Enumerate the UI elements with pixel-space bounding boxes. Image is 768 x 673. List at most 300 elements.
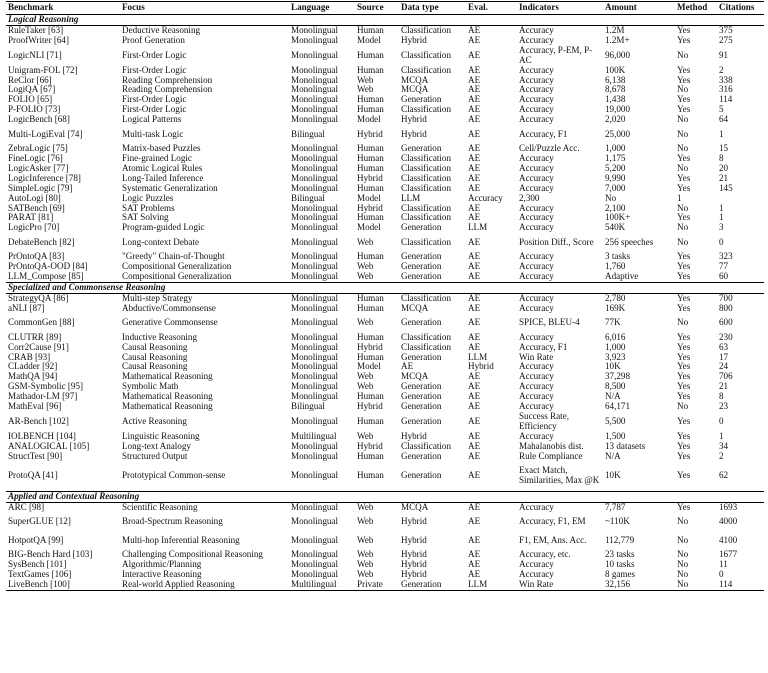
cell-focus: Multi-step Strategy [122,293,193,303]
column-header-indicators: Indicators [517,2,603,15]
cell-benchmark: IOLBENCH [104] [8,431,76,441]
cell-indicators: Accuracy [519,85,554,95]
cell-language: Bilingual [291,193,325,203]
table-row [6,304,764,314]
cell-focus: Long-Tailed Inference [122,173,204,183]
cell-indicators: Success Rate, Efficiency [519,412,570,431]
cell-eval: AE [468,372,481,382]
cell-indicators: Accuracy, etc. [519,550,571,560]
cell-benchmark: StrategyQA [86] [8,293,69,303]
cell-indicators: Accuracy [519,95,554,105]
cell-method: No [677,515,689,526]
cell-data-type: LLM [401,193,421,203]
cell-language: Monolingual [291,163,338,173]
cell-amount: 10K [605,470,621,481]
cell-citations: 1 [719,128,724,139]
cell-eval: AE [468,153,481,163]
cell-focus: Systematic Generalization [122,183,218,193]
cell-data-type: Classification [401,332,452,342]
cell-method: Yes [677,65,691,75]
cell-source: Human [357,144,384,154]
cell-source: Web [357,570,374,580]
cell-amount: 9,990 [605,173,626,183]
cell-indicators: Accuracy [519,372,554,382]
cell-citations: 4100 [719,534,738,545]
cell-indicators: Accuracy, F1 [519,342,568,352]
cell-source: Human [357,470,384,481]
cell-source: Human [357,332,384,342]
section-header-row [6,15,764,26]
cell-eval: AE [468,441,481,451]
cell-benchmark: LogicBench [68] [8,115,70,125]
cell-citations [717,194,764,204]
column-header-amount: Amount [603,2,675,15]
cell-amount: 2,100 [605,203,626,213]
cell-focus: Long-text Analogy [122,441,191,451]
cell-benchmark: LogicInference [78] [8,173,81,183]
cell-indicators: Accuracy, F1 [519,128,568,139]
cell-source: Web [357,317,374,328]
section-header-row [6,491,764,502]
cell-source: Human [357,252,384,262]
cell-focus: Logic Puzzles [122,193,174,203]
table-row [6,560,764,570]
cell-benchmark: FineLogic [76] [8,153,63,163]
column-header-method: Method [675,2,717,15]
cell-eval: AE [468,303,481,313]
cell-language: Monolingual [291,65,338,75]
cell-focus: Fine-grained Logic [122,153,192,163]
cell-data-type: Classification [401,342,452,352]
table-row [6,353,764,363]
cell-benchmark: Unigram-FOL [72] [8,65,78,75]
cell-benchmark: PrOntoQA [83] [8,252,65,262]
cell-amount: 1,500 [605,431,626,441]
header-row [6,2,764,15]
cell-indicators: Accuracy, F1, EM [519,515,586,526]
cell-indicators: Rule Compliance [519,451,583,461]
cell-indicators: Accuracy [519,362,554,372]
cell-method: Yes [677,183,691,193]
cell-source: Web [357,502,374,512]
cell-amount: 5,200 [605,163,626,173]
cell-source: Web [357,372,374,382]
cell-indicators: Accuracy [519,173,554,183]
cell-source: Web [357,75,374,85]
cell-indicators: Accuracy [519,560,554,570]
cell-focus: Reading Comprehension [122,85,213,95]
cell-amount: 2,020 [605,115,626,125]
cell-citations: 21 [719,173,729,183]
cell-source: Model [357,115,381,125]
cell-citations: 275 [719,35,733,45]
cell-focus: Causal Reasoning [122,362,188,372]
cell-language: Monolingual [291,95,338,105]
cell-eval: AE [468,431,481,441]
cell-amount: 1,760 [605,262,626,272]
cell-citations: 338 [719,75,733,85]
cell-source: Hybrid [357,402,383,412]
cell-method: Yes [677,272,691,282]
cell-focus: Reading Comprehension [122,75,213,85]
cell-source: Human [357,153,384,163]
cell-citations: 8 [719,392,724,402]
cell-source: Human [357,163,384,173]
cell-benchmark: Corr2Cause [91] [8,342,69,352]
cell-eval: AE [468,451,481,461]
cell-indicators: Accuracy [519,570,554,580]
table-row [6,432,764,442]
cell-method: Yes [677,173,691,183]
cell-method: No [677,223,689,233]
table-row [6,333,764,343]
cell-amount: 32,156 [603,580,675,590]
cell-citations: 1 [719,213,724,223]
cell-citations: 700 [719,293,733,303]
cell-benchmark: ProtoQA [41] [8,470,58,481]
cell-method: Yes [677,441,691,451]
cell-focus: Real-world Applied Reasoning [120,580,289,590]
cell-citations: 323 [719,252,733,262]
cell-language: Monolingual [291,49,338,60]
cell-data-type: Hybrid [401,128,427,139]
cell-benchmark: MathQA [94] [8,372,58,382]
cell-source: Human [357,65,384,75]
section-title: Logical Reasoning [6,15,764,26]
cell-amount: 10K [605,362,621,372]
cell-benchmark: Mathador-LM [97] [8,392,78,402]
cell-eval: LLM [468,223,488,233]
column-header-benchmark: Benchmark [6,2,120,15]
cell-method: No [677,560,689,570]
cell-method: Yes [677,213,691,223]
cell-method: Yes [677,95,691,105]
cell-language: Monolingual [291,332,338,342]
cell-indicators: Accuracy [519,65,554,75]
cell-citations: 62 [719,470,729,481]
cell-eval: AE [468,25,481,35]
cell-eval: AE [468,183,481,193]
cell-method: No [677,49,689,60]
cell-eval: AE [468,402,481,412]
cell-source: Model [357,223,381,233]
cell-method: Yes [677,352,691,362]
table-row [6,412,764,432]
cell-citations: 0 [719,415,724,426]
cell-amount: 8,500 [605,382,626,392]
cell-language: Monolingual [291,144,338,154]
cell-benchmark: ZebraLogic [75] [8,144,68,154]
cell-amount: N/A [605,392,621,402]
cell-benchmark: BIG-Bench Hard [103] [8,550,93,560]
cell-source: Hybrid [357,441,383,451]
cell-focus: Multi-hop Inferential Reasoning [122,534,240,545]
table-row [6,105,764,115]
cell-language: Monolingual [291,25,338,35]
cell-data-type: Hybrid [401,515,427,526]
table-row [6,76,764,86]
cell-data-type: Generation [401,402,442,412]
cell-amount: 112,779 [605,534,635,545]
cell-amount: 7,000 [605,183,626,193]
cell-amount: 1,438 [605,95,626,105]
cell-benchmark: PrOntoQA-OOD [84] [8,262,88,272]
cell-benchmark: SATBench [69] [8,203,65,213]
cell-eval: AE [468,332,481,342]
cell-language: Monolingual [291,153,338,163]
cell-amount: 3 tasks [605,252,631,262]
cell-eval: AE [468,65,481,75]
cell-indicators: Accuracy [519,332,554,342]
cell-citations: 375 [719,25,733,35]
cell-method: No [677,236,689,247]
cell-benchmark: GSM-Symbolic [95] [8,382,84,392]
table-row [6,213,764,223]
cell-language: Monolingual [291,115,338,125]
cell-citations: 21 [719,382,729,392]
cell-citations: 3 [719,223,724,233]
cell-amount: 5,500 [605,415,626,426]
cell-language: Monolingual [291,203,338,213]
cell-eval: AE [468,382,481,392]
cell-indicators: Exact Match, Similarities, Max @K [519,465,600,486]
cell-benchmark: LogicPro [70] [8,223,60,233]
cell-indicators: Accuracy [519,183,554,193]
table-row [6,272,764,282]
cell-benchmark: AR-Bench [102] [8,415,69,426]
cell-benchmark: AutoLogi [80] [8,193,61,203]
cell-data-type: Generation [399,580,466,590]
cell-benchmark: PARAT [81] [8,213,54,223]
cell-source: Web [357,272,374,282]
cell-source: Human [357,25,384,35]
cell-benchmark: CRAB [93] [8,352,51,362]
cell-amount: 7,787 [605,502,626,512]
section-title: Specialized and Commonsense Reasoning [6,282,764,293]
cell-amount: 100K [605,65,626,75]
cell-benchmark: aNLI [87] [8,303,45,313]
cell-benchmark: HotpotQA [99] [8,534,64,545]
cell-citations: 2 [719,451,724,461]
cell-source: Web [357,262,374,272]
cell-data-type: Hybrid [401,35,427,45]
cell-data-type: Generation [401,262,442,272]
cell-method: No [677,144,689,154]
cell-eval: Hybrid [468,362,494,372]
cell-benchmark: SimpleLogic [79] [8,183,73,193]
cell-eval: AE [468,560,481,570]
section-title: Applied and Contextual Reasoning [6,491,764,502]
cell-benchmark: SuperGLUE [12] [8,515,71,526]
cell-source: Human [357,303,384,313]
cell-data-type: Classification [401,441,452,451]
cell-benchmark: LLM_Compose [85] [8,272,84,282]
cell-indicators: Cell/Puzzle Acc. [519,144,580,154]
table-row [6,382,764,392]
cell-amount: 25,000 [605,128,631,139]
cell-method: No [677,85,689,95]
cell-indicators: SPICE, BLEU-4 [519,317,580,328]
cell-language: Monolingual [291,317,338,328]
cell-eval: AE [468,515,481,526]
cell-amount: 1.2M+ [605,35,630,45]
cell-citations: 2 [719,65,724,75]
table-row [6,512,764,531]
cell-language: Monolingual [291,236,338,247]
cell-citations: 706 [719,372,733,382]
table-row [6,46,764,66]
table-row [6,314,764,333]
cell-focus: First-Order Logic [122,65,187,75]
cell-benchmark: SysBench [101] [8,560,67,570]
cell-citations: 4000 [719,515,738,526]
cell-focus: Abductive/Commonsense [122,303,216,313]
cell-amount: 2,780 [605,293,626,303]
table-row [6,343,764,353]
cell-indicators: Position Diff., Score [519,236,594,247]
cell-focus: Causal Reasoning [122,342,188,352]
cell-focus: Interactive Reasoning [122,570,202,580]
table-row [6,194,764,204]
cell-method: Yes [677,35,691,45]
table-row [6,452,764,462]
cell-citations: 1693 [719,502,738,512]
cell-focus: Multi-task Logic [122,128,184,139]
table-row [6,262,764,272]
cell-eval: AE [468,534,481,545]
cell-indicators: Accuracy [519,431,554,441]
cell-data-type: Generation [401,392,442,402]
cell-language: Monolingual [291,502,338,512]
cell-indicators: Accuracy [519,25,554,35]
cell-citations: 0 [719,236,724,247]
cell-data-type: Classification [401,236,452,247]
cell-eval: AE [468,173,481,183]
cell-language: Monolingual [291,470,338,481]
cell-eval: AE [468,115,481,125]
cell-indicators: Accuracy [519,35,554,45]
table-row [6,125,764,144]
cell-language: Bilingual [291,402,325,412]
cell-data-type: Hybrid [401,431,427,441]
cell-focus: SAT Solving [122,213,169,223]
cell-indicators: Accuracy [519,153,554,163]
cell-source: Human [357,95,384,105]
cell-citations: 34 [719,441,729,451]
cell-language: Monolingual [291,451,338,461]
cell-citations: 0 [719,570,724,580]
cell-source: Human [357,105,384,115]
table-row [6,402,764,412]
cell-method: No [677,570,689,580]
cell-focus: Algorithmic/Planning [122,560,202,570]
table-row [6,184,764,194]
cell-citations: 114 [717,580,764,590]
cell-amount: No [605,193,617,203]
cell-amount: 256 speeches [605,236,654,247]
cell-amount: 10 tasks [605,560,635,570]
cell-amount: 37,298 [605,372,631,382]
cell-indicators: Accuracy [519,115,554,125]
cell-focus: Structured Output [122,451,188,461]
cell-source: Human [357,451,384,461]
cell-eval: AE [468,342,481,352]
cell-indicators: Accuracy, P-EM, P-AC [519,45,593,65]
cell-eval: AE [468,317,481,328]
column-header-citations: Citations [717,2,764,15]
cell-eval: AE [468,252,481,262]
cell-amount: 8,678 [605,85,626,95]
cell-data-type: MCQA [401,303,429,313]
benchmark-table [6,1,764,591]
cell-method: Yes [677,451,691,461]
cell-citations: 20 [719,163,729,173]
cell-focus: Scientific Reasoning [122,502,198,512]
cell-method: No [677,203,689,213]
cell-citations: 316 [719,85,733,95]
cell-data-type: MCQA [401,502,429,512]
cell-eval: Accuracy [468,193,503,203]
cell-language: Monolingual [291,352,338,362]
cell-focus: "Greedy" Chain-of-Thought [122,252,225,262]
cell-eval: AE [468,144,481,154]
cell-language: Monolingual [291,362,338,372]
cell-amount: 540K [605,223,626,233]
cell-eval: LLM [466,580,517,590]
cell-source: Human [357,213,384,223]
cell-data-type: AE [401,362,414,372]
column-header-focus: Focus [120,2,289,15]
cell-benchmark: MathEval [96] [8,402,62,412]
cell-citations: 23 [719,402,729,412]
cell-source: Web [357,560,374,570]
cell-citations: 17 [719,352,729,362]
cell-indicators: Accuracy [519,213,554,223]
column-header-eval: Eval. [466,2,517,15]
cell-method: 1 [677,193,682,203]
cell-source: Human [357,352,384,362]
cell-method: Yes [677,362,691,372]
cell-eval: AE [468,35,481,45]
cell-source: Human [357,392,384,402]
cell-language: Monolingual [291,392,338,402]
cell-method: Yes [677,342,691,352]
cell-benchmark: TextGames [106] [8,570,72,580]
cell-language: Monolingual [291,515,338,526]
cell-eval: AE [468,85,481,95]
cell-amount: 77K [605,317,621,328]
cell-method: Yes [677,502,691,512]
cell-eval: AE [468,95,481,105]
cell-data-type: Classification [401,203,452,213]
cell-language: Monolingual [291,382,338,392]
cell-benchmark: LogicNLI [71] [8,49,62,60]
cell-method: No [677,534,689,545]
cell-focus: Prototypical Common-sense [122,470,226,481]
cell-source: Hybrid [357,342,383,352]
table-row [6,252,764,262]
cell-method: Yes [677,382,691,392]
cell-method: No [677,163,689,173]
cell-language: Monolingual [291,223,338,233]
cell-eval: AE [468,262,481,272]
cell-language: Monolingual [291,35,338,45]
cell-amount: N/A [605,451,621,461]
cell-language: Monolingual [291,272,338,282]
cell-indicators: Accuracy [519,502,554,512]
cell-focus: Mathematical Reasoning [122,372,213,382]
cell-language: Monolingual [291,75,338,85]
